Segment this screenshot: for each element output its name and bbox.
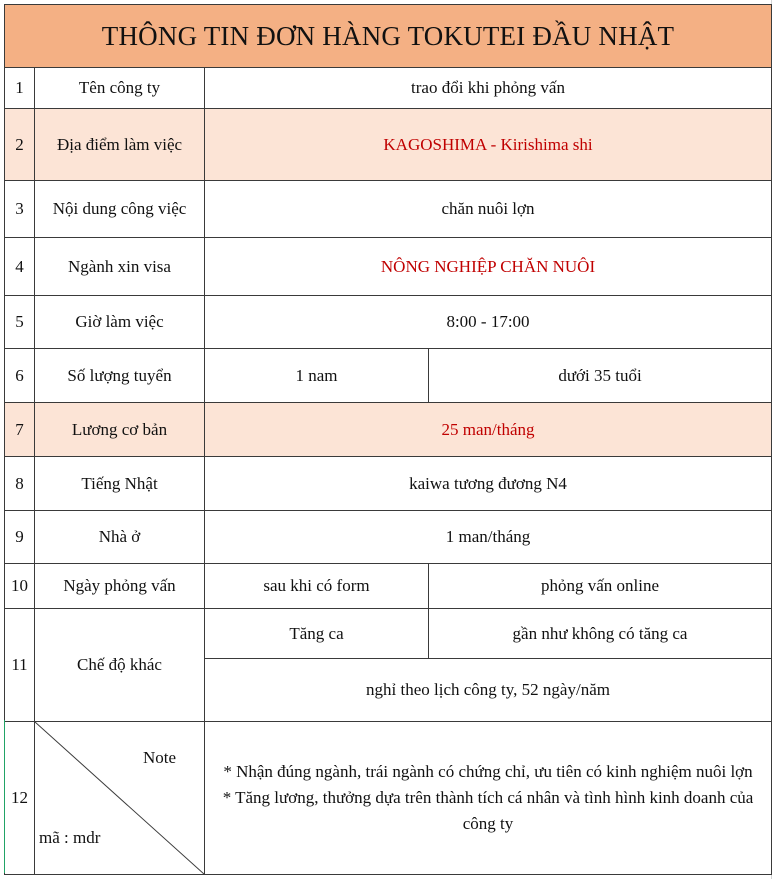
- notes-cell[interactable]: [205, 722, 772, 875]
- row-label[interactable]: Nội dung công việc: [35, 181, 205, 238]
- row-value[interactable]: KAGOSHIMA - Kirishima shi: [205, 109, 772, 181]
- row-value-b[interactable]: phỏng vấn online: [429, 564, 772, 609]
- row-label[interactable]: Ngành xin visa: [35, 238, 205, 296]
- title-row: [5, 5, 772, 68]
- row-number[interactable]: 12: [5, 722, 35, 875]
- row-label[interactable]: Tên công ty: [35, 68, 205, 109]
- note-line: * Tăng lương, thưởng dựa trên thành tích cá nhân và tình hình kinh doanh của công ty: [222, 788, 754, 833]
- row-number[interactable]: 2: [5, 109, 35, 181]
- row-label[interactable]: Giờ làm việc: [35, 296, 205, 349]
- table-row: [5, 511, 772, 564]
- row-number[interactable]: 10: [5, 564, 35, 609]
- row-value[interactable]: trao đổi khi phỏng vấn: [205, 68, 772, 109]
- row-value[interactable]: 25 man/tháng: [205, 403, 772, 457]
- row-number[interactable]: 7: [5, 403, 35, 457]
- job-order-table: [4, 4, 772, 875]
- table-row: [5, 109, 772, 181]
- table-row: [5, 296, 772, 349]
- row-value-c[interactable]: nghỉ theo lịch công ty, 52 ngày/năm: [205, 659, 772, 722]
- table-row: [5, 564, 772, 609]
- row-value-a[interactable]: sau khi có form: [205, 564, 429, 609]
- table-row: [5, 609, 772, 659]
- row-value-a[interactable]: 1 nam: [205, 349, 429, 403]
- table-row: [5, 238, 772, 296]
- note-label: Note: [142, 748, 176, 767]
- row-label[interactable]: Chế độ khác: [35, 609, 205, 722]
- table-row: [5, 181, 772, 238]
- row-value[interactable]: 8:00 - 17:00: [205, 296, 772, 349]
- table-row: [5, 722, 772, 875]
- row-number[interactable]: 3: [5, 181, 35, 238]
- selection-indicator: [4, 720, 5, 873]
- row-value[interactable]: kaiwa tương đương N4: [205, 457, 772, 511]
- row-number[interactable]: 6: [5, 349, 35, 403]
- row-label[interactable]: Tiếng Nhật: [35, 457, 205, 511]
- row-value[interactable]: chăn nuôi lợn: [205, 181, 772, 238]
- table-row: [5, 403, 772, 457]
- row-number[interactable]: 8: [5, 457, 35, 511]
- row-number[interactable]: 11: [5, 609, 35, 722]
- row-label[interactable]: Nhà ở: [35, 511, 205, 564]
- row-number[interactable]: 5: [5, 296, 35, 349]
- row-value[interactable]: 1 man/tháng: [205, 511, 772, 564]
- table-title[interactable]: THÔNG TIN ĐƠN HÀNG TOKUTEI ĐẦU NHẬT: [5, 5, 772, 68]
- row-number[interactable]: 1: [5, 68, 35, 109]
- table-row: [5, 457, 772, 511]
- diagonal-divider: [35, 722, 204, 874]
- row-label[interactable]: Địa điểm làm việc: [35, 109, 205, 181]
- row-value[interactable]: NÔNG NGHIỆP CHĂN NUÔI: [205, 238, 772, 296]
- note-line: * Nhận đúng ngành, trái ngành có chứng chỉ, ưu tiên có kinh nghiệm nuôi lợn: [223, 762, 753, 781]
- row-value-b[interactable]: gần như không có tăng ca: [429, 609, 772, 659]
- table-row: [5, 68, 772, 109]
- row-value-a[interactable]: Tăng ca: [205, 609, 429, 659]
- table-row: [5, 349, 772, 403]
- row-number[interactable]: 4: [5, 238, 35, 296]
- note-header-cell[interactable]: [35, 722, 205, 875]
- row-number[interactable]: 9: [5, 511, 35, 564]
- row-label[interactable]: Số lượng tuyển: [35, 349, 205, 403]
- row-label[interactable]: Ngày phỏng vấn: [35, 564, 205, 609]
- order-code-label: mã : mdr: [39, 828, 101, 847]
- row-label[interactable]: Lương cơ bản: [35, 403, 205, 457]
- row-value-b[interactable]: dưới 35 tuổi: [429, 349, 772, 403]
